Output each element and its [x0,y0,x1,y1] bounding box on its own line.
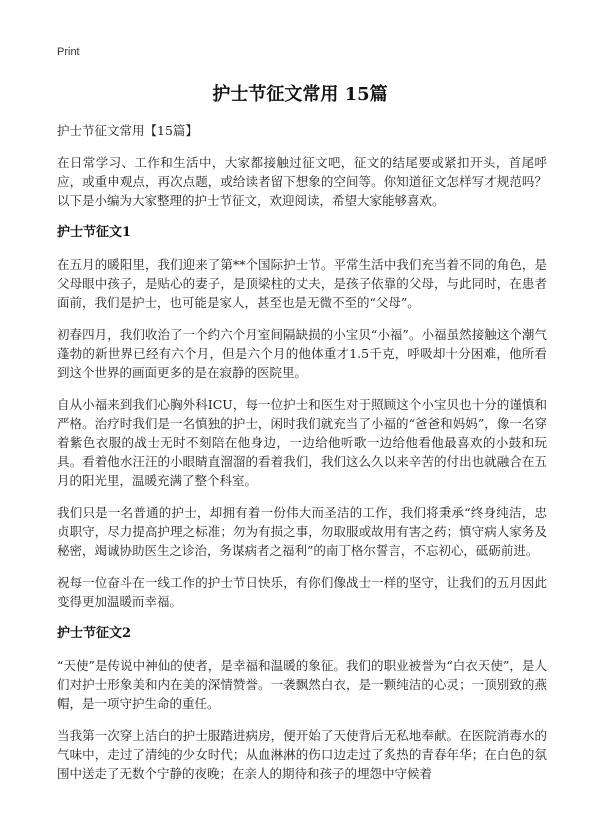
essay-section-1 [57,223,547,611]
section-paragraph: 当我第一次穿上洁白的护士服踏进病房，便开始了天使背后无私地奉献。在医院消毒水的气味中，走过了清纯的少女时代；从血淋淋的伤口边走过了炙热的青春年华；在白色的氛围中送走了无数个宁静的夜晚；在亲人的期待和孩子的埋怨中守候着 [57,728,547,781]
document-subtitle: 护士节征文常用【15篇】 [57,123,198,138]
document-body [57,121,547,796]
section-paragraph: 自从小福来到我们心胸外科ICU，每一位护士和医生对于照顾这个小宝贝也十分的谨慎和严格。治疗时我们是一名慎独的护士，闲时我们就充当了小福的“爸爸和妈妈”，像一名穿着紫色衣服的战士无时不刻陪在他身边，一边给他听歌一边给他看他最喜欢的小鼓和玩具。看着他水汪汪的小眼睛直溜溜的看着我们，我们这么久以来辛苦的付出也就融合在五月的阳光里，温暖充满了整个科室。 [57,397,547,488]
section-heading: 护士节征文1 [57,225,132,240]
section-heading: 护士节征文2 [57,626,132,641]
section-paragraph: 初春四月，我们收治了一个约六个月室间隔缺损的小宝贝“小福”。小福虽然接触这个潮气蓬勃的新世界已经有六个月，但是六个月的他体重才1.5千克，呼吸却十分困难，他所看到这个世界的画面更多的是在寂静的医院里。 [57,327,547,380]
section-paragraph: 我们只是一名普通的护士，却拥有着一份伟大而圣洁的工作，我们将秉承“终身纯洁，忠贞职守，尽力提高护理之标准；勿为有损之事，勿取服或故用有害之药；慎守病人家务及秘密，竭诚协助医生之诊治，务谋病者之福利”的南丁格尔誓言，不忘初心，砥砺前进。 [57,505,547,558]
essay-section-2 [57,624,547,783]
intro-paragraph: 在日常学习、工作和生活中，大家都接触过征文吧，征文的结尾要或紧扣开头，首尾呼应，或重申观点，再次点题，或给读者留下想象的空间等。你知道征文怎样写才规范吗？以下是小编为大家整理的护士节征文，欢迎阅读，希望大家能够喜欢。 [57,155,547,208]
section-paragraph: 祝每一位奋斗在一线工作的护士节日快乐，有你们像战士一样的坚守，让我们的五月因此变得更加温暖而幸福。 [57,575,547,609]
document-title: 护士节征文常用 15篇 [212,84,388,105]
section-paragraph: 在五月的暖阳里，我们迎来了第**个国际护士节。平常生活中我们充当着不同的角色，是父母眼中孩子，是贴心的妻子，是顶梁柱的丈夫，是孩子依靠的父母，与此同时，在患者面前，我们是护士，也可能是家人，甚至也是无微不至的“父母”。 [57,257,547,310]
print-link[interactable]: Print [57,46,80,58]
section-paragraph: “天使”是传说中神仙的使者，是幸福和温暖的象征。我们的职业被誉为“白衣天使”，是人们对护士形象美和内在美的深情赞誉。一袭飘然白衣，是一颗纯洁的心灵；一顶别致的燕帽，是一项守护生命的重任。 [57,658,547,711]
